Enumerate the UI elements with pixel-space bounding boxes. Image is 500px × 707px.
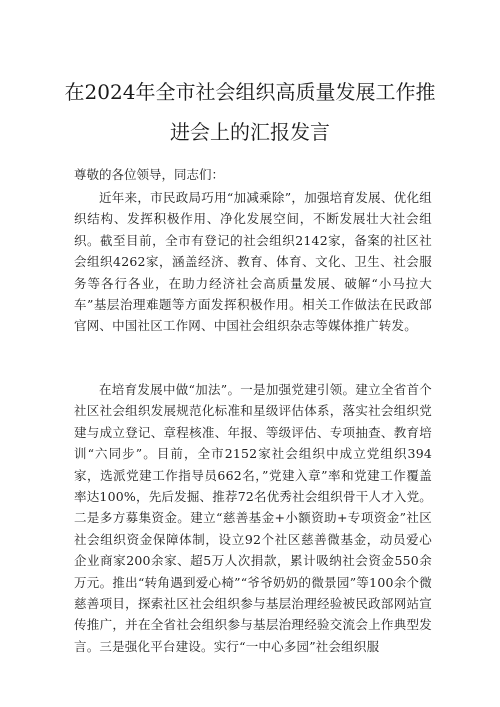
paragraph-intro: 近年来，市民政局巧用“加减乘除”，加强培育发展、优化组织结构、发挥积极作用、净化发展空间，不断发展壮大社会组织。截至目前，全市有登记的社会组织2142家，备案的社区社会组织4262家，涵盖经济、教育、体育、文化、卫生、社会服务等各行各业，在助力经济社会高质量发展、破解“小马拉大车”基层治理难题等方面发挥积极作用。相关工作做法在民政部官网、中国社区工作网、中国社会组织杂志等媒体推广转发。 bbox=[74, 190, 432, 334]
paragraph-addition: 在培育发展中做“加法”。一是加强党建引领。建立全省首个社区社会组织发展规范化标准和星级评估体系，落实社会组织党建与成立登记、章程核准、年报、等级评估、专项抽查、教育培训“六同步”。目前，全市2152家社会组织中成立党组织394家，选派党建工作指导员662名，”党建入章”率和党建工作覆盖率达100%，先后发掘、推荐72名优秀社会组织骨干人才入党。二是多方募集资金。建立“慈善基金+小额资助+专项资金”社区社会组织资金保障体制，设立92个社区慈善微基金，动员爱心企业商家200余家、超5万人次捐款，累计吸纳社会资金550余万元。推出“转角遇到爱心椅”“爷爷奶奶的微景园”等100余个微慈善项目，探索社区社会组织参与基层治理经验被民政部网站宣传推广，并在全省社会组织参与基层治理经验交流会上作典型发言。三是强化平台建设。实行“一中心多园”社会组织服 bbox=[74, 382, 432, 654]
document-title: 在2024年全市社会组织高质量发展工作推进会上的汇报发言 bbox=[64, 80, 436, 144]
salutation: 尊敬的各位领导，同志们： bbox=[74, 167, 225, 182]
